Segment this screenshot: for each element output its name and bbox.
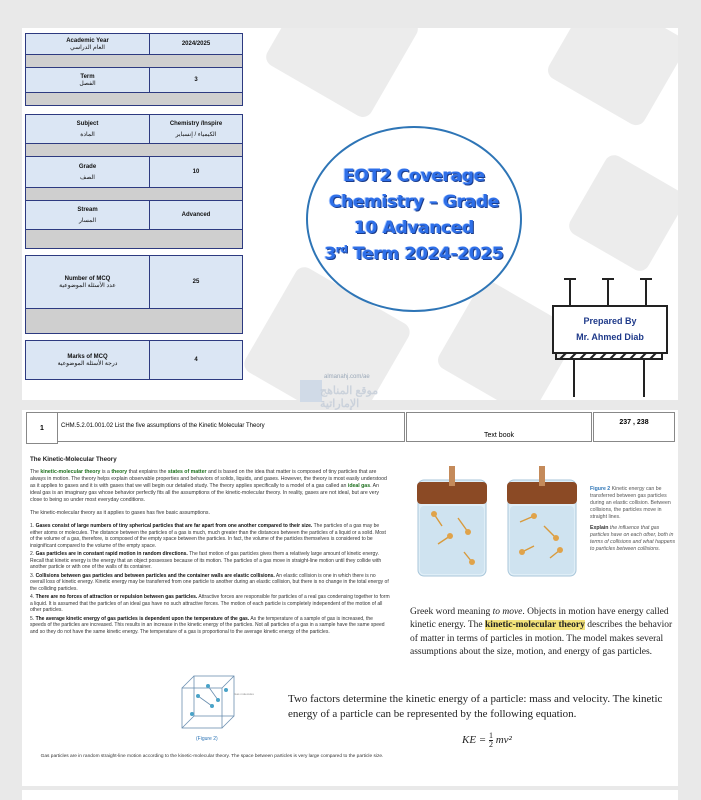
figure-label: (Figure 2) bbox=[196, 736, 218, 742]
subject-label: Subject bbox=[76, 120, 99, 127]
list-item: 2. Gas particles are in constant rapid motion in random directions. The fast motion of gas particles gives them a relatively large amount of kinetic energy. Recall that kinetic energy is the energy that an object possesses because of its motion. The particles of a gas move in straight-line motion until they collide with another particle or with one of the walls of its container. bbox=[30, 551, 382, 571]
grade-label: Grade bbox=[78, 163, 97, 170]
subject-value: Chemistry /Inspire bbox=[169, 120, 223, 127]
title-line-2: Chemistry – Grade bbox=[328, 192, 500, 212]
source-cell: Text book bbox=[406, 412, 592, 442]
two-factors-text: Two factors determine the kinetic energy of a particle: mass and velocity. The kinetic energy of a particle can be represented by the following equation. bbox=[288, 693, 663, 721]
table-row bbox=[26, 256, 243, 309]
mcq-count-value: 25 bbox=[150, 256, 243, 309]
billboard-sign bbox=[550, 277, 668, 397]
title-oval bbox=[306, 126, 522, 312]
title-line-1: EOT2 Coverage bbox=[343, 166, 485, 186]
figure-caption: Gas particles are in random straight-line motion according to the kinetic-molecular theory. The space between particles is very large compared to the particle size. bbox=[40, 754, 384, 759]
title-line-3: 10 Advanced bbox=[353, 218, 475, 238]
list-item: 4. There are no forces of attraction or repulsion between gas particles. Attractive forces are responsible for particles of a real gas condensing together to form a liquid. It is assumed that the particles of an ideal gas have no such attractive forces. The motion of each particle is completely independent of the motion of all other particles. bbox=[30, 594, 390, 614]
watermark-logo-icon bbox=[300, 380, 322, 402]
lead-in: The kinetic-molecular theory as it applies to gases has five basic assumptions. bbox=[30, 510, 210, 517]
grade-value: 10 bbox=[150, 157, 243, 188]
term-label-ar: الفصل bbox=[79, 80, 96, 87]
beaker-icon bbox=[498, 466, 586, 584]
grade-label-ar: الصف bbox=[80, 174, 95, 181]
next-slide-edge bbox=[22, 790, 678, 800]
section-title: The Kinetic-Molecular Theory bbox=[30, 456, 117, 463]
term-value: 3 bbox=[150, 68, 243, 93]
beaker-right bbox=[498, 466, 586, 584]
title-line-4: 3rd Term 2024-2025 bbox=[324, 244, 504, 264]
stream-label: Stream bbox=[77, 206, 98, 213]
list-item: 1. Gases consist of large numbers of tiny spherical particles that are far apart from one another compared to their size. The particles of a gas may be either atoms or molecules. The distance between the particles of a gas is much, much greater than the distances between the particles of a liquid or a solid. Most of the volume of a gas, therefore, is composed of the empty space between the particles. In fact, the volume of the particles themselves is considered to be insignificant compared to the volume of the empty space. bbox=[30, 523, 386, 549]
beaker-icon bbox=[408, 466, 496, 584]
mcq-marks-value: 4 bbox=[150, 341, 243, 380]
intro-paragraph: The kinetic-molecular theory is a theory that explains the states of matter and is based on the idea that matter is composed of tiny particles that are always in motion. The theory helps explain observable properties and behaviors of solids, liquids, and gases. However, the theory is most easily understood as it applies to gases and it is with gases that we will begin our detailed study. The theory applies specifically to a model of a gas called an ideal gas. An ideal gas is an imaginary gas whose behavior perfectly fits all the assumptions of the kinetic-molecular theory. In reality, gases are not ideal, but are very close to being so under most everyday conditions. bbox=[30, 469, 387, 504]
academic-year-label-ar: العام الدراسي bbox=[70, 44, 105, 51]
table-row bbox=[26, 341, 243, 380]
figure-side-label: Gas molecules bbox=[234, 692, 254, 696]
table-row bbox=[26, 34, 243, 55]
watermark-url: almanahj.com/ae bbox=[324, 374, 370, 380]
academic-year-label: Academic Year bbox=[66, 37, 109, 44]
prepared-by-label: Prepared By bbox=[583, 316, 637, 326]
learning-outcome: CHM.5.2.01.001.02 List the five assumptions of the Kinetic Molecular Theory bbox=[57, 412, 405, 442]
subject-label-ar: المادة bbox=[80, 131, 95, 138]
table-row bbox=[26, 201, 243, 230]
author-name: Mr. Ahmed Diab bbox=[576, 332, 644, 342]
mcq-count-label: Number of MCQ bbox=[64, 275, 111, 282]
mcq-count-label-ar: عدد الأسئلة الموضوعية bbox=[59, 282, 116, 289]
beaker-left bbox=[408, 466, 496, 584]
text-column bbox=[30, 456, 390, 637]
mcq-marks-label-ar: درجة الأسئلة الموضوعية bbox=[57, 360, 118, 367]
mcq-marks-label: Marks of MCQ bbox=[67, 353, 108, 360]
term-label: Term bbox=[80, 73, 95, 80]
list-item: 3. Collisions between gas particles and between particles and the container walls are elastic collisions. An elastic collision is one in which there is no overall loss of kinetic energy. Kinetic energy may be transferred from one particle to another during an elastic collision, but there is no change in the total energy of the colliding particles. bbox=[30, 572, 389, 592]
subject-value-ar: الكيمياء / إنسباير bbox=[175, 131, 217, 138]
title-slide bbox=[22, 28, 678, 400]
table-row bbox=[26, 115, 243, 144]
table-row bbox=[26, 157, 243, 188]
row-number: 1 bbox=[26, 412, 58, 444]
academic-year-value: 2024/2025 bbox=[150, 34, 243, 55]
pages-cell: 237 , 238 bbox=[593, 412, 675, 442]
content-slide bbox=[22, 410, 678, 786]
kinetic-energy-equation: KE = $\frac{1}{2}$ mv² bbox=[462, 731, 512, 749]
watermark-arabic: موقع المناهج الإماراتية bbox=[320, 385, 379, 410]
course-info-table bbox=[25, 33, 243, 380]
figure-2-caption: Figure 2 Kinetic energy can be transferred between gas particles during an elastic collision. Between collisions, the particles move in straight lines. Explain the influence that gas particles have on each other, both in terms of collisions and what happens to particles between collisions. bbox=[590, 486, 676, 553]
assumptions-list bbox=[30, 523, 390, 635]
table-row bbox=[26, 68, 243, 93]
bg-hexagon bbox=[566, 152, 678, 275]
gas-particles-figure bbox=[168, 666, 254, 746]
list-item: 5. The average kinetic energy of gas particles is dependent upon the temperature of the gas. As the temperature of a sample of gas is increased, the speeds of the particles are increased. This results in an increase in the kinetic energy of the particles. Not all particles of a gas in a sample have the same speed and so they do not have the same kinetic energy. The temperature of a gas is proportional to the average kinetic energy of the particles. bbox=[30, 615, 385, 635]
stream-label-ar: المسار bbox=[78, 217, 97, 224]
bg-hexagon bbox=[544, 28, 678, 129]
prepared-by-box bbox=[552, 305, 668, 354]
kinetic-text: Greek word meaning to move. Objects in motion have energy called kinetic energy. The kinetic-molecular theory describes the behavior of matter in terms of particles in motion. The model makes several assumptions about the size, motion, and energy of gas particles. bbox=[410, 607, 673, 657]
gas-cube-icon bbox=[168, 666, 248, 746]
bg-hexagon bbox=[263, 28, 422, 121]
stream-value: Advanced bbox=[150, 201, 243, 230]
